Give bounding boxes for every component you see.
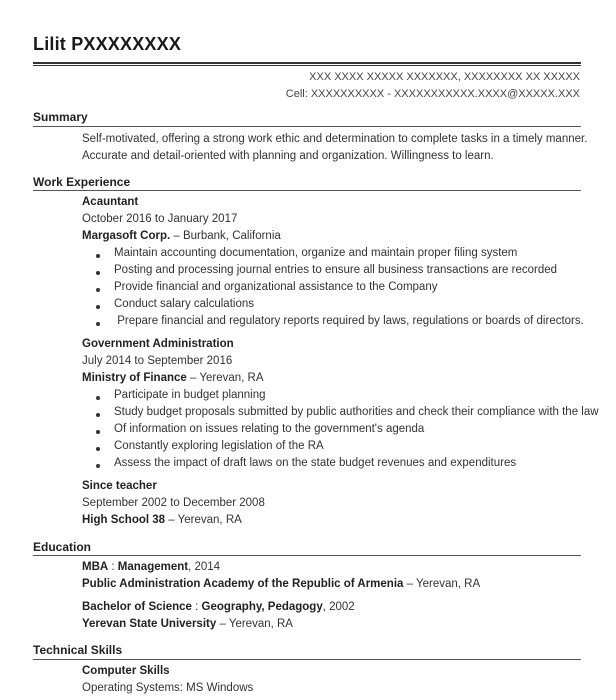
job-dates: October 2016 to January 2017 bbox=[82, 213, 238, 225]
bullet-dot bbox=[96, 430, 100, 434]
job-dates: September 2002 to December 2008 bbox=[82, 497, 265, 509]
bullet-dot bbox=[96, 271, 100, 275]
section-rule bbox=[33, 126, 581, 127]
bullet-dot bbox=[96, 322, 100, 326]
job-bullet: Of information on issues relating to the government's agenda bbox=[114, 423, 425, 435]
job-bullet: Constantly exploring legislation of the RA bbox=[114, 440, 324, 452]
job-bullet: Posting and processing journal entries to ensure all business transactions are recorded bbox=[114, 264, 558, 276]
job-bullet: Prepare financial and regulatory reports required by laws, regulations or boards of directors. bbox=[114, 315, 584, 327]
job-dates: July 2014 to September 2016 bbox=[82, 355, 233, 367]
bullet-dot bbox=[96, 464, 100, 468]
job-bullet: Provide financial and organizational assistance to the Company bbox=[114, 281, 438, 293]
skill-group-name: Computer Skills bbox=[82, 665, 170, 677]
education-location: Yerevan, RA bbox=[228, 618, 293, 630]
bullet-dot bbox=[96, 413, 100, 417]
job-title: Government Administration bbox=[82, 338, 234, 350]
section-title-work: Work Experience bbox=[33, 175, 131, 189]
job-title: Since teacher bbox=[82, 480, 157, 492]
education-year: 2002 bbox=[329, 601, 355, 613]
section-title-education: Education bbox=[33, 540, 92, 554]
bullet-dot bbox=[96, 288, 100, 292]
job-location: Yerevan, RA bbox=[177, 514, 242, 526]
job-employer: Ministry of Finance bbox=[82, 372, 187, 384]
job-location: Burbank, California bbox=[182, 230, 281, 242]
job-bullet: Assess the impact of draft laws on the state budget revenues and expenditures bbox=[114, 457, 517, 469]
bullet-dot bbox=[96, 396, 100, 400]
education-degree: MBA bbox=[82, 561, 109, 573]
contact-address: XXX XXXX XXXXX XXXXXXX, XXXXXXXX XX XXXXX bbox=[309, 71, 580, 83]
education-degree-line: MBA : Management, 2014 bbox=[82, 561, 221, 573]
job-bullet: Maintain accounting documentation, organize and maintain proper filing system bbox=[114, 247, 518, 259]
education-school-line: Public Administration Academy of the Republic of Armenia – Yerevan, RA bbox=[82, 578, 481, 590]
contact-line: Cell: XXXXXXXXXX - XXXXXXXXXXX.XXXX@XXXXX.XXX bbox=[285, 88, 580, 100]
job-location: Yerevan, RA bbox=[199, 372, 264, 384]
job-title: Acauntant bbox=[82, 196, 139, 208]
section-rule bbox=[33, 659, 581, 660]
section-rule bbox=[33, 190, 581, 191]
header-rule-thin bbox=[33, 65, 581, 66]
job-employer: Margasoft Corp. bbox=[82, 230, 171, 242]
education-school: Public Administration Academy of the Republic of Armenia bbox=[82, 578, 404, 590]
summary-line: Accurate and detail-oriented with planning and organization. Willingness to learn. bbox=[82, 150, 494, 162]
header-rule bbox=[33, 62, 581, 64]
skill-group-detail: Operating Systems: MS Windows bbox=[82, 682, 254, 694]
education-degree-line: Bachelor of Science : Geography, Pedagogy, 2002 bbox=[82, 601, 355, 613]
job-bullet: Study budget proposals submitted by public authorities and check their compliance with the law bbox=[114, 406, 599, 418]
section-rule bbox=[33, 555, 581, 556]
education-year: 2014 bbox=[194, 561, 221, 573]
education-field: Geography, Pedagogy bbox=[201, 601, 323, 613]
job-employer-line: Ministry of Finance – Yerevan, RA bbox=[82, 372, 264, 384]
education-degree: Bachelor of Science bbox=[82, 601, 192, 613]
education-school-line: Yerevan State University – Yerevan, RA bbox=[82, 618, 293, 630]
bullet-dot bbox=[96, 447, 100, 451]
job-bullet: Participate in budget planning bbox=[114, 389, 266, 401]
job-employer-line: Margasoft Corp. – Burbank, California bbox=[82, 230, 281, 242]
summary-line: Self-motivated, offering a strong work ethic and determination to complete tasks in a timely manner. bbox=[82, 133, 588, 145]
job-employer: High School 38 bbox=[82, 514, 166, 526]
job-employer-line: High School 38 – Yerevan, RA bbox=[82, 514, 242, 526]
section-title-summary: Summary bbox=[33, 110, 88, 124]
bullet-dot bbox=[96, 254, 100, 258]
education-field: Management bbox=[117, 561, 189, 573]
resume-name: Lilit PXXXXXXXX bbox=[33, 34, 182, 54]
bullet-dot bbox=[96, 305, 100, 309]
job-bullet: Conduct salary calculations bbox=[114, 298, 254, 310]
section-title-skills: Technical Skills bbox=[33, 643, 123, 657]
education-location: Yerevan, RA bbox=[415, 578, 481, 590]
education-school: Yerevan State University bbox=[82, 618, 217, 630]
